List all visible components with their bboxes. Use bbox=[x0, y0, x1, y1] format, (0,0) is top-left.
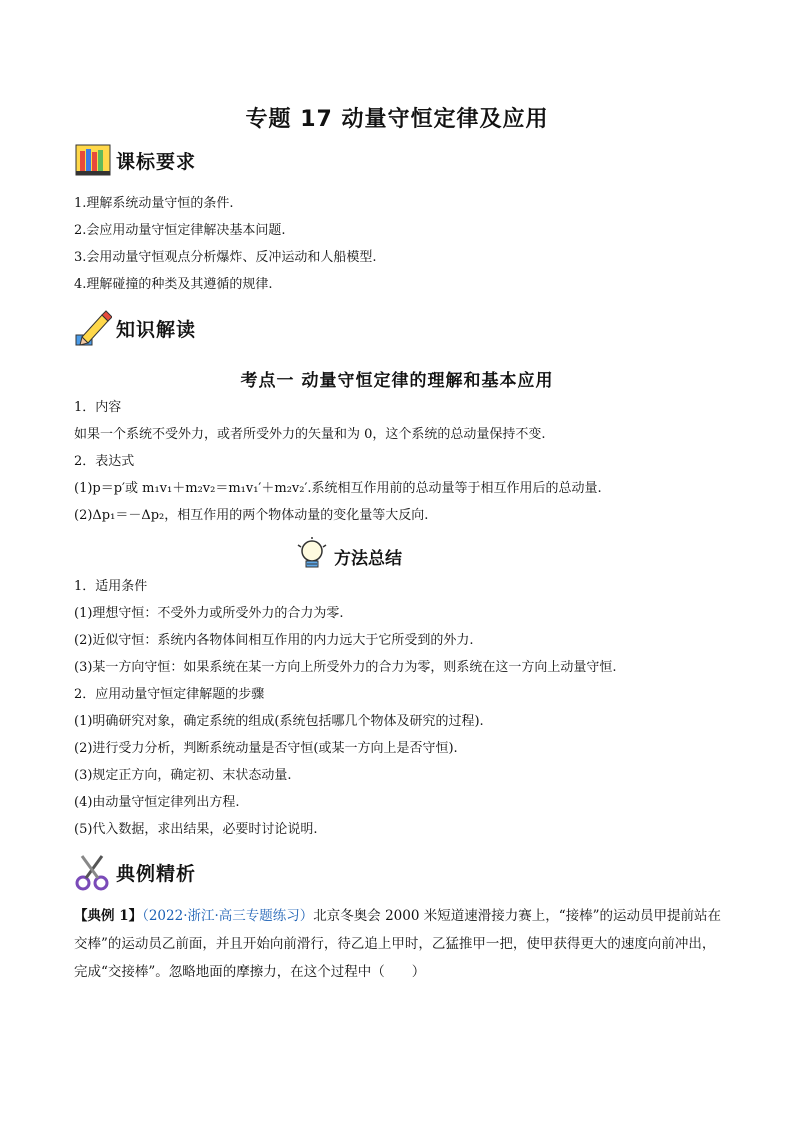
example-tag: 【典例 1】 bbox=[74, 908, 143, 924]
requirement-item: 3.会用动量守恒观点分析爆炸、反冲运动和人船模型. bbox=[74, 250, 377, 265]
expression-label: 2．表达式 bbox=[74, 454, 135, 469]
steps-label: 2．应用动量守恒定律解题的步骤 bbox=[74, 687, 265, 702]
section-knowledge-header bbox=[74, 308, 196, 348]
requirement-item: 4.理解碰撞的种类及其遵循的规律. bbox=[74, 277, 273, 292]
step-item: (1)明确研究对象，确定系统的组成(系统包括哪几个物体及研究的过程). bbox=[74, 714, 484, 729]
step-item: (3)规定正方向，确定初、末状态动量. bbox=[74, 768, 292, 783]
step-item: (4)由动量守恒定律列出方程. bbox=[74, 795, 240, 810]
content-text: 如果一个系统不受外力，或者所受外力的矢量和为 0，这个系统的总动量保持不变. bbox=[74, 427, 546, 442]
step-item: (5)代入数据，求出结果，必要时讨论说明. bbox=[74, 822, 318, 837]
conditions-label: 1．适用条件 bbox=[74, 579, 148, 594]
section-method-title: 方法总结 bbox=[334, 548, 402, 569]
condition-item: (2)近似守恒：系统内各物体间相互作用的内力远大于它所受到的外力. bbox=[74, 633, 474, 648]
condition-item: (3)某一方向守恒：如果系统在某一方向上所受外力的合力为零，则系统在这一方向上动量守恒. bbox=[74, 660, 617, 675]
section-requirements-header bbox=[74, 140, 196, 180]
section-examples-title: 典例精析 bbox=[116, 862, 197, 885]
expression-2: (2)Δp₁＝－Δp₂，相互作用的两个物体动量的变化量等大反向. bbox=[74, 508, 429, 523]
section-requirements-title: 课标要求 bbox=[116, 150, 197, 173]
section-knowledge-title: 知识解读 bbox=[116, 318, 197, 341]
pencil-ruler-icon bbox=[74, 309, 112, 347]
section-method-header bbox=[296, 538, 402, 574]
expression-1: (1)p＝p′或 m₁v₁＋m₂v₂＝m₁v₁′＋m₂v₂′.系统相互作用前的总动量等于相互作用后的总动量. bbox=[74, 481, 602, 496]
step-item: (2)进行受力分析，判断系统动量是否守恒(或某一方向上是否守恒). bbox=[74, 741, 458, 756]
content-label: 1．内容 bbox=[74, 400, 122, 415]
condition-item: (1)理想守恒：不受外力或所受外力的合力为零. bbox=[74, 606, 344, 621]
book-stack-icon bbox=[74, 141, 112, 179]
example-source: （2022·浙江·高三专题练习） bbox=[142, 908, 314, 924]
scissors-icon bbox=[74, 853, 112, 891]
lightbulb-icon bbox=[296, 537, 328, 575]
example-text: 北京冬奥会 2000 米短道速滑接力赛上，“接棒”的运动员甲提前站在交棒”的运动员乙前面，并且开始向前滑行，待乙追上甲时，乙猛推甲一把，使甲获得更大的速度向前冲出，完成“交接棒”。忽略地面的摩擦力，在这个过程中（ ） bbox=[74, 908, 722, 980]
section-examples-header bbox=[74, 852, 196, 892]
requirement-item: 2.会应用动量守恒定律解决基本问题. bbox=[74, 223, 286, 238]
point-title: 考点一 动量守恒定律的理解和基本应用 bbox=[240, 371, 554, 391]
page-title: 专题 17 动量守恒定律及应用 bbox=[245, 107, 549, 132]
requirement-item: 1.理解系统动量守恒的条件. bbox=[74, 196, 234, 211]
example-1 bbox=[74, 902, 724, 986]
